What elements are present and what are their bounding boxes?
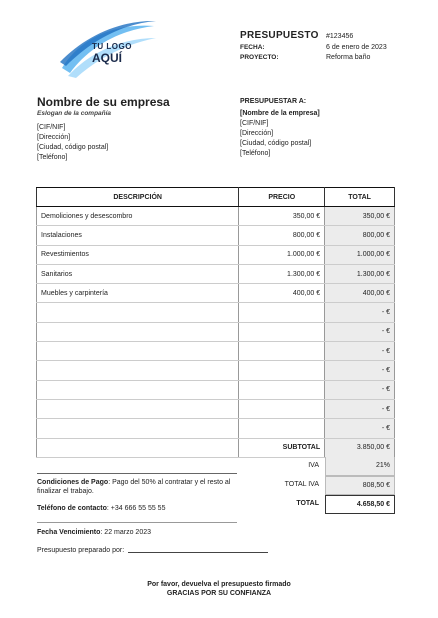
table-row: [37, 342, 395, 361]
contact-phone-text: : +34 666 55 55 55: [106, 505, 166, 512]
project-row: [240, 54, 371, 61]
subtotal-value: 3.850,00 €: [325, 438, 395, 457]
payment-terms-label: Condiciones de Pago: [37, 479, 109, 486]
client-block: [240, 98, 320, 159]
company-line: [CIF/NIF]: [37, 124, 66, 131]
item-price: [239, 322, 325, 341]
table-row: [37, 361, 395, 380]
item-price: 800,00 €: [239, 226, 325, 245]
item-total: 1.300,00 €: [325, 264, 395, 283]
table-row: [37, 380, 395, 399]
item-total: - €: [325, 322, 395, 341]
item-total: 400,00 €: [325, 284, 395, 303]
quote-number: #123456: [326, 33, 354, 40]
grand-total-row: [240, 495, 395, 514]
client-line: [Teléfono]: [240, 150, 271, 157]
iva-row: [240, 457, 395, 476]
item-description: Revestimientos: [37, 245, 239, 264]
grand-total-value: 4.658,50 €: [325, 495, 395, 514]
total-iva-label: TOTAL IVA: [284, 481, 319, 488]
project-value: Reforma baño: [326, 54, 371, 61]
item-price: [239, 303, 325, 322]
item-description: [37, 361, 239, 380]
company-name: Nombre de su empresa: [37, 95, 170, 109]
item-description: Demoliciones y desescombro: [37, 207, 239, 226]
date-label: FECHA:: [240, 44, 265, 51]
item-description: [37, 419, 239, 438]
item-description: [37, 399, 239, 418]
date-row: [240, 44, 387, 51]
prepared-by-label: Presupuesto preparado por:: [37, 547, 125, 554]
company-logo: [60, 18, 156, 78]
item-price: 350,00 €: [239, 207, 325, 226]
logo-text-line2: AQUÍ: [92, 51, 122, 65]
item-price: [239, 342, 325, 361]
client-line: [Dirección]: [240, 130, 274, 137]
table-row: [37, 303, 395, 322]
due-date: [37, 528, 151, 537]
thanks-message: GRACIAS POR SU CONFIANZA: [166, 590, 272, 597]
due-date-text: : 22 marzo 2023: [100, 529, 152, 536]
column-header-total: TOTAL: [325, 188, 395, 207]
table-header-row: [37, 188, 395, 207]
item-total: 350,00 €: [325, 207, 395, 226]
item-description: [37, 380, 239, 399]
item-price: [239, 419, 325, 438]
prepared-by: [37, 547, 268, 554]
subtotal-label: SUBTOTAL: [239, 438, 325, 457]
divider: [37, 522, 237, 523]
table-row: [37, 207, 395, 226]
quote-header: [240, 30, 387, 61]
item-total: 1.000,00 €: [325, 245, 395, 264]
company-slogan: Eslogan de la compañía: [37, 110, 112, 117]
client-label: PRESUPUESTAR A:: [240, 98, 307, 105]
item-description: Instalaciones: [37, 226, 239, 245]
payment-terms: [37, 478, 232, 496]
client-line: [Ciudad, código postal]: [240, 140, 312, 147]
item-total: - €: [325, 342, 395, 361]
column-header-price: PRECIO: [239, 188, 325, 207]
grand-total-label: TOTAL: [296, 500, 319, 507]
item-total: - €: [325, 399, 395, 418]
items-table: [36, 187, 395, 458]
signature-line[interactable]: [128, 552, 268, 553]
totals-summary: [240, 457, 395, 514]
due-date-label: Fecha Vencimiento: [37, 529, 101, 536]
table-row: [37, 226, 395, 245]
item-total: - €: [325, 303, 395, 322]
item-total: - €: [325, 380, 395, 399]
item-price: 400,00 €: [239, 284, 325, 303]
table-row: [37, 399, 395, 418]
table-row: [37, 322, 395, 341]
company-line: [Ciudad, código postal]: [37, 144, 109, 151]
date-value: 6 de enero de 2023: [326, 44, 387, 51]
table-row: [37, 264, 395, 283]
item-price: [239, 380, 325, 399]
item-total: - €: [325, 361, 395, 380]
company-block: [37, 95, 170, 163]
item-price: [239, 361, 325, 380]
table-row: [37, 419, 395, 438]
client-name: [Nombre de la empresa]: [240, 110, 320, 117]
item-description: Sanitarios: [37, 264, 239, 283]
column-header-description: DESCRIPCIÓN: [37, 188, 239, 207]
subtotal-row: [37, 438, 395, 457]
conditions-block: [37, 478, 232, 536]
payment-terms-text: : Pago del 50% al contratar y el resto al finalizar el trabajo.: [37, 479, 231, 495]
thanks-footer: [0, 580, 438, 598]
contact-phone-label: Teléfono de contacto: [37, 505, 107, 512]
item-total: 800,00 €: [325, 226, 395, 245]
total-iva-value: 808,50 €: [325, 476, 395, 495]
item-description: [37, 322, 239, 341]
item-total: - €: [325, 419, 395, 438]
company-line: [Teléfono]: [37, 154, 68, 161]
contact-phone: [37, 504, 232, 513]
item-price: 1.000,00 €: [239, 245, 325, 264]
company-line: [Dirección]: [37, 134, 71, 141]
item-description: [37, 303, 239, 322]
item-price: [239, 399, 325, 418]
return-signed-note: Por favor, devuelva el presupuesto firmado: [147, 581, 291, 588]
iva-value: 21%: [325, 457, 395, 476]
divider: [37, 473, 237, 474]
table-row: [37, 284, 395, 303]
total-iva-row: [240, 476, 395, 495]
client-line: [CIF/NIF]: [240, 120, 269, 127]
item-description: [37, 342, 239, 361]
table-row: [37, 245, 395, 264]
document-title: PRESUPUESTO: [240, 30, 319, 41]
item-price: 1.300,00 €: [239, 264, 325, 283]
project-label: PROYECTO:: [240, 54, 279, 61]
item-description: Muebles y carpintería: [37, 284, 239, 303]
logo-text-line1: TU LOGO: [92, 42, 132, 51]
iva-label: IVA: [308, 462, 319, 469]
